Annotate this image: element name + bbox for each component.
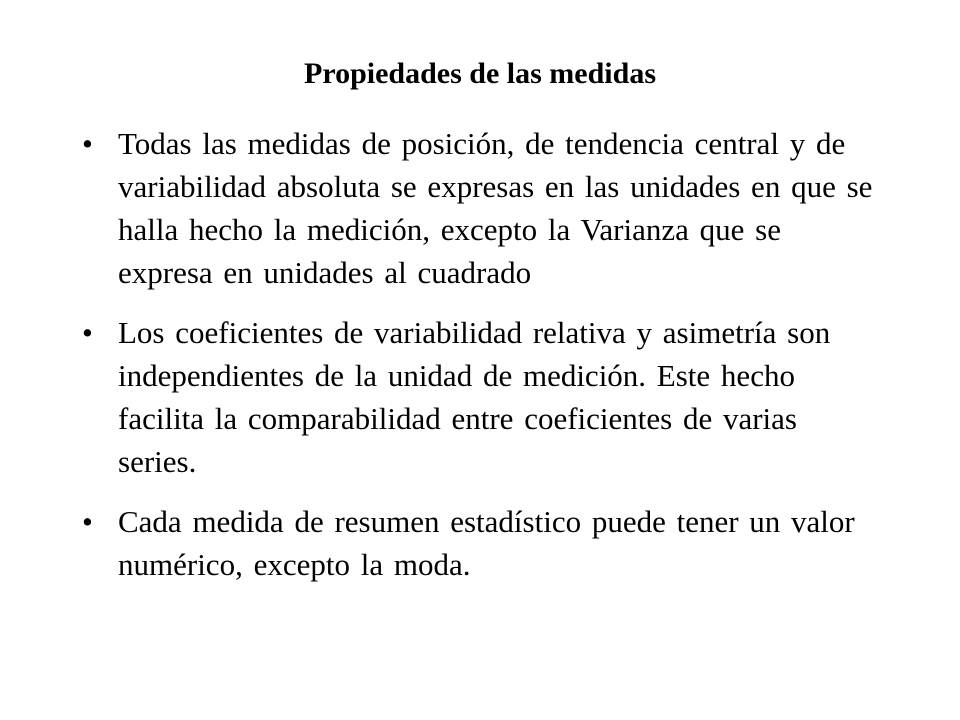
bullet-item — [80, 500, 880, 586]
bullet-text: Todas las medidas de posición, de tendencia central y de variabilidad absoluta se expresas en las unidades en que se halla hecho la medición, excepto la Varianza que se expresa en unidades al cuadrado — [118, 126, 873, 290]
bullet-dot-icon: • — [82, 504, 93, 539]
bullet-list — [80, 122, 880, 603]
bullet-dot-icon: • — [82, 315, 93, 350]
bullet-dot-icon: • — [82, 126, 93, 161]
bullet-text: Cada medida de resumen estadístico puede tener un valor numérico, excepto la moda. — [118, 504, 855, 582]
slide-title: Propiedades de las medidas — [304, 57, 656, 90]
bullet-item — [80, 311, 880, 483]
bullet-text: Los coeficientes de variabilidad relativa y asimetría son independientes de la unidad de medición. Este hecho facilita la comparabilidad entre coeficientes de varias series. — [118, 315, 831, 479]
bullet-item — [80, 122, 880, 294]
